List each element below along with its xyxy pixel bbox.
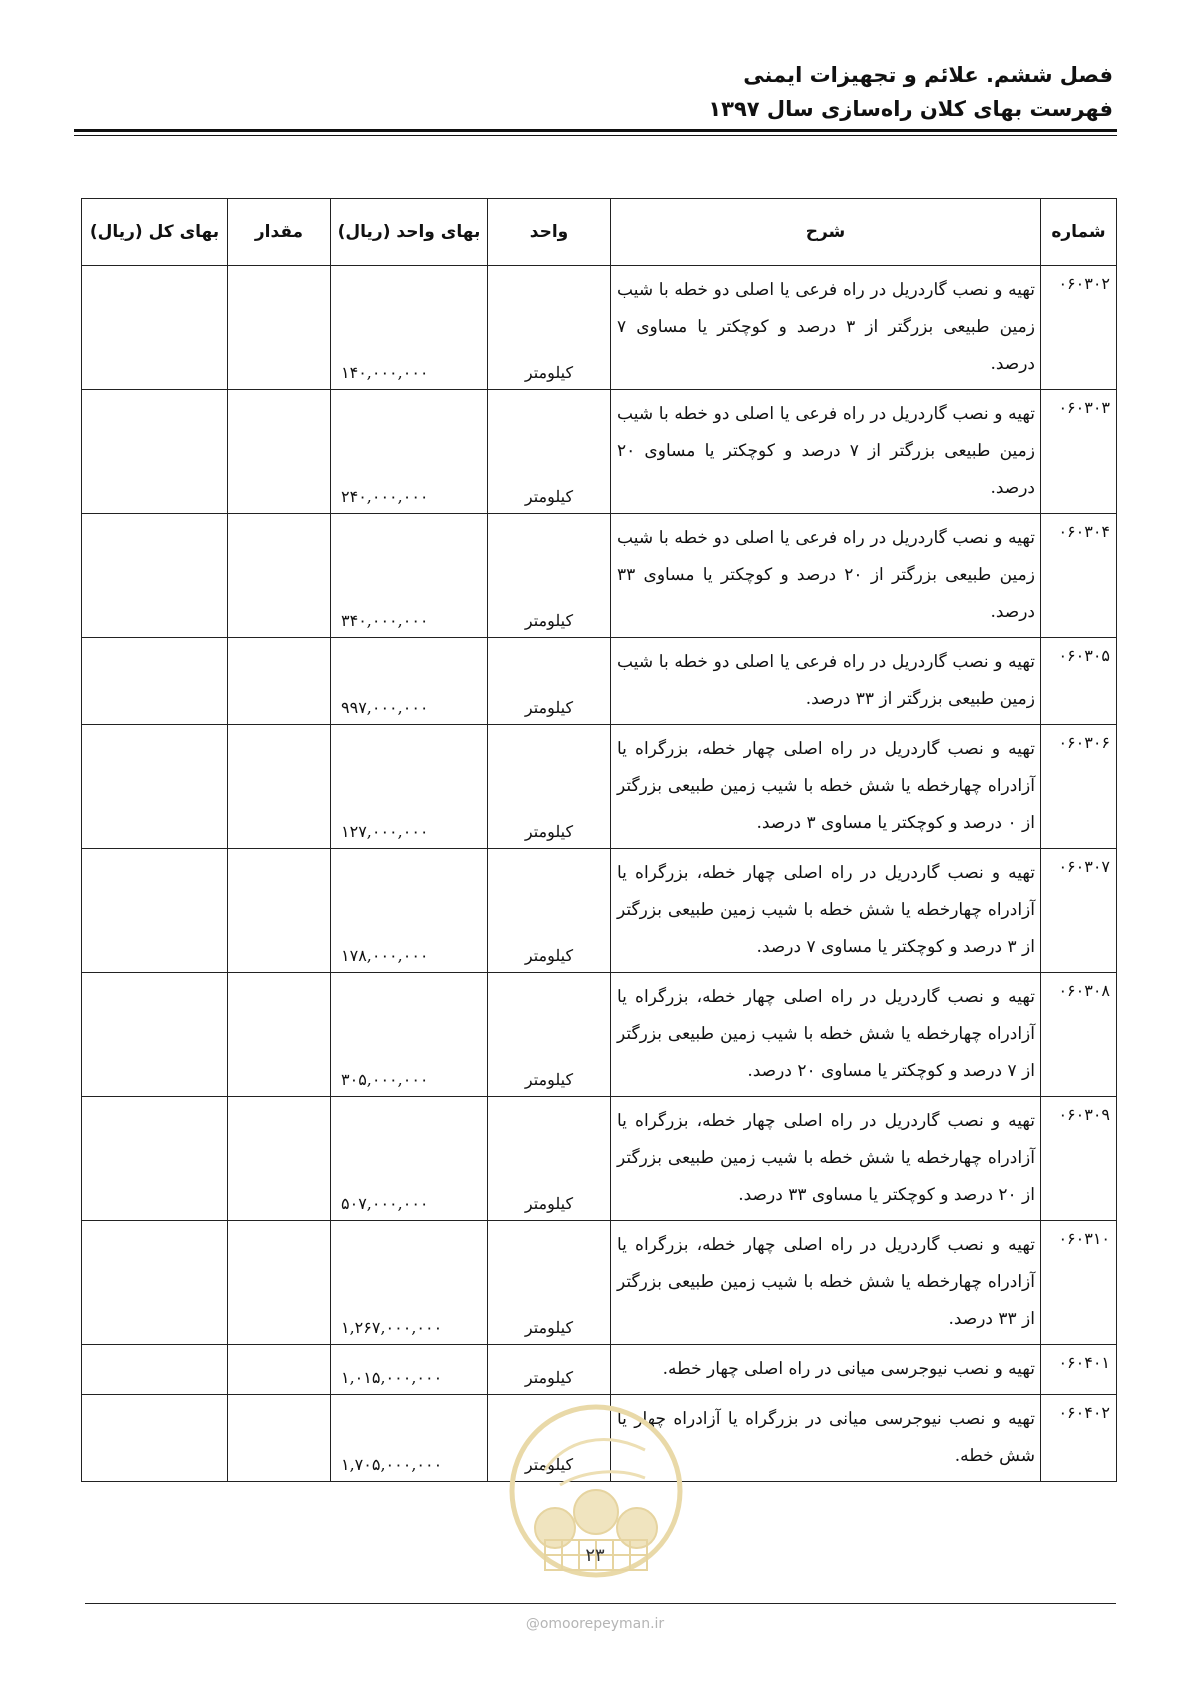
item-unit: کیلومتر [488, 266, 611, 390]
item-number: ۰۶۰۳۱۰ [1041, 1221, 1117, 1345]
item-unit-price: ۱۷۸,۰۰۰,۰۰۰ [331, 849, 488, 973]
item-unit-price: ۵۰۷,۰۰۰,۰۰۰ [331, 1097, 488, 1221]
column-header-unit: واحد [488, 199, 611, 266]
item-number: ۰۶۰۴۰۱ [1041, 1345, 1117, 1395]
item-unit-price: ۱۴۰,۰۰۰,۰۰۰ [331, 266, 488, 390]
column-header-unit-price: بهای واحد (ریال) [331, 199, 488, 266]
table-row [82, 390, 1117, 514]
item-description: تهیه و نصب نیوجرسی میانی در بزرگراه یا آزادراه چهار یا شش خطه. [611, 1395, 1041, 1482]
item-number: ۰۶۰۳۰۷ [1041, 849, 1117, 973]
watermark-site-text: omoorepeyman.ir [539, 1616, 665, 1632]
item-description: تهیه و نصب گاردریل در راه فرعی یا اصلی دو خطه با شیب زمین طبیعی بزرگتر از ۲۰ درصد و کوچکتر یا مساوی ۳۳ درصد. [611, 514, 1041, 638]
column-header-total-price: بهای کل (ریال) [82, 199, 228, 266]
table-row [82, 514, 1117, 638]
item-quantity [228, 514, 331, 638]
item-description: تهیه و نصب گاردریل در راه فرعی یا اصلی دو خطه با شیب زمین طبیعی بزرگتر از ۷ درصد و کوچکتر یا مساوی ۲۰ درصد. [611, 390, 1041, 514]
footer-rule [85, 1603, 1116, 1604]
item-unit-price: ۳۴۰,۰۰۰,۰۰۰ [331, 514, 488, 638]
item-unit-price: ۳۰۵,۰۰۰,۰۰۰ [331, 973, 488, 1097]
table-row [82, 1097, 1117, 1221]
item-description: تهیه و نصب گاردریل در راه فرعی یا اصلی دو خطه با شیب زمین طبیعی بزرگتر از ۳۳ درصد. [611, 638, 1041, 725]
table-row [82, 973, 1117, 1097]
table-row [82, 266, 1117, 390]
item-number: ۰۶۰۳۰۲ [1041, 266, 1117, 390]
item-quantity [228, 1395, 331, 1482]
item-description: تهیه و نصب نیوجرسی میانی در راه اصلی چهار خطه. [611, 1345, 1041, 1395]
item-quantity [228, 390, 331, 514]
item-unit: کیلومتر [488, 725, 611, 849]
item-total-price [82, 638, 228, 725]
item-quantity [228, 638, 331, 725]
item-unit-price: ۱,۷۰۵,۰۰۰,۰۰۰ [331, 1395, 488, 1482]
page-number: ۲۳ [585, 1545, 605, 1566]
item-total-price [82, 514, 228, 638]
table-row [82, 725, 1117, 849]
item-total-price [82, 849, 228, 973]
item-unit: کیلومتر [488, 849, 611, 973]
item-quantity [228, 266, 331, 390]
item-quantity [228, 725, 331, 849]
column-header-number: شماره [1041, 199, 1117, 266]
item-total-price [82, 390, 228, 514]
price-table [81, 198, 1117, 1482]
item-unit: کیلومتر [488, 1395, 611, 1482]
item-quantity [228, 849, 331, 973]
item-unit-price: ۱۲۷,۰۰۰,۰۰۰ [331, 725, 488, 849]
item-quantity [228, 1221, 331, 1345]
item-total-price [82, 266, 228, 390]
item-number: ۰۶۰۳۰۶ [1041, 725, 1117, 849]
item-unit: کیلومتر [488, 514, 611, 638]
item-unit-price: ۱,۰۱۵,۰۰۰,۰۰۰ [331, 1345, 488, 1395]
item-unit-price: ۹۹۷,۰۰۰,۰۰۰ [331, 638, 488, 725]
item-unit-price: ۱,۲۶۷,۰۰۰,۰۰۰ [331, 1221, 488, 1345]
item-quantity [228, 1097, 331, 1221]
item-unit: کیلومتر [488, 1097, 611, 1221]
item-description: تهیه و نصب گاردریل در راه اصلی چهار خطه، بزرگراه یا آزادراه چهارخطه یا شش خطه با شیب زمین طبیعی بزرگتر از ۲۰ درصد و کوچکتر یا مساوی ۳۳ درصد. [611, 1097, 1041, 1221]
table-row [82, 638, 1117, 725]
header-rule-thick [74, 129, 1117, 132]
item-unit: کیلومتر [488, 390, 611, 514]
item-quantity [228, 1345, 331, 1395]
item-total-price [82, 1221, 228, 1345]
item-unit-price: ۲۴۰,۰۰۰,۰۰۰ [331, 390, 488, 514]
page-header [73, 58, 1113, 126]
item-unit: کیلومتر [488, 1345, 611, 1395]
item-description: تهیه و نصب گاردریل در راه اصلی چهار خطه، بزرگراه یا آزادراه چهارخطه یا شش خطه با شیب زمین طبیعی بزرگتر از ۳۳ درصد. [611, 1221, 1041, 1345]
item-description: تهیه و نصب گاردریل در راه اصلی چهار خطه، بزرگراه یا آزادراه چهارخطه یا شش خطه با شیب زمین طبیعی بزرگتر از ۳ درصد و کوچکتر یا مساوی ۷ درصد. [611, 849, 1041, 973]
watermark-site: @omoorepeyman.ir [525, 1616, 665, 1632]
item-number: ۰۶۰۳۰۵ [1041, 638, 1117, 725]
item-total-price [82, 973, 228, 1097]
item-unit: کیلومتر [488, 638, 611, 725]
column-header-quantity: مقدار [228, 199, 331, 266]
item-total-price [82, 1345, 228, 1395]
table-row [82, 1345, 1117, 1395]
item-unit: کیلومتر [488, 973, 611, 1097]
table-row [82, 1221, 1117, 1345]
item-number: ۰۶۰۳۰۳ [1041, 390, 1117, 514]
chapter-title: فصل ششم. علائم و تجهیزات ایمنی [743, 63, 1113, 87]
price-list-title: فهرست بهای کلان راه‌سازی سال ۱۳۹۷ [708, 97, 1113, 121]
item-number: ۰۶۰۳۰۹ [1041, 1097, 1117, 1221]
item-description: تهیه و نصب گاردریل در راه فرعی یا اصلی دو خطه با شیب زمین طبیعی بزرگتر از ۳ درصد و کوچکتر یا مساوی ۷ درصد. [611, 266, 1041, 390]
item-number: ۰۶۰۴۰۲ [1041, 1395, 1117, 1482]
item-unit: کیلومتر [488, 1221, 611, 1345]
header-rule-thin [74, 135, 1117, 136]
item-quantity [228, 973, 331, 1097]
table-header-row [82, 199, 1117, 266]
item-number: ۰۶۰۳۰۸ [1041, 973, 1117, 1097]
item-description: تهیه و نصب گاردریل در راه اصلی چهار خطه، بزرگراه یا آزادراه چهارخطه یا شش خطه با شیب زمین طبیعی بزرگتر از ۰ درصد و کوچکتر یا مساوی ۳ درصد. [611, 725, 1041, 849]
item-total-price [82, 725, 228, 849]
item-total-price [82, 1097, 228, 1221]
item-description: تهیه و نصب گاردریل در راه اصلی چهار خطه، بزرگراه یا آزادراه چهارخطه یا شش خطه با شیب زمین طبیعی بزرگتر از ۷ درصد و کوچکتر یا مساوی ۲۰ درصد. [611, 973, 1041, 1097]
column-header-description: شرح [611, 199, 1041, 266]
item-total-price [82, 1395, 228, 1482]
table-row [82, 849, 1117, 973]
item-number: ۰۶۰۳۰۴ [1041, 514, 1117, 638]
